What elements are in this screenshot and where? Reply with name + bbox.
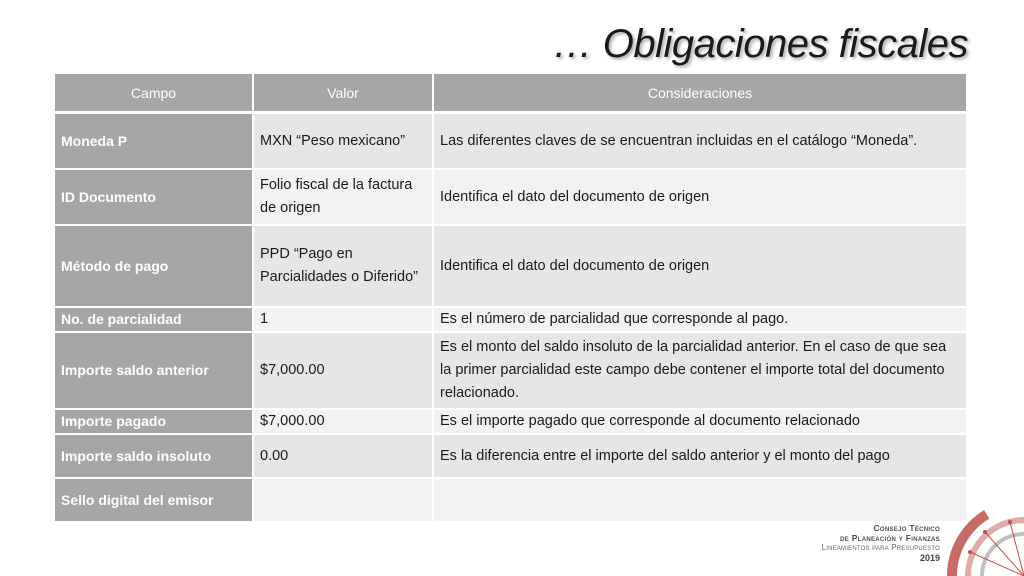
table-row bbox=[55, 479, 968, 523]
logo-line-4: 2019 bbox=[919, 553, 940, 563]
table-row bbox=[55, 170, 968, 226]
cell-valor: Folio fiscal de la factura de origen bbox=[254, 170, 434, 226]
header-campo: Campo bbox=[55, 74, 254, 114]
cell-campo: Moneda P bbox=[55, 114, 254, 170]
logo-line-3: Lineamientos para Presupuesto bbox=[821, 543, 940, 552]
table-row bbox=[55, 226, 968, 308]
logo-line-2: de Planeación y Finanzas bbox=[840, 533, 940, 543]
cell-consideraciones: Es el número de parcialidad que corresponde al pago. bbox=[434, 308, 968, 333]
logo-line-1: Consejo Técnico bbox=[873, 523, 940, 533]
cell-campo: Método de pago bbox=[55, 226, 254, 308]
table-row bbox=[55, 410, 968, 435]
header-consideraciones: Consideraciones bbox=[434, 74, 968, 114]
cell-campo: ID Documento bbox=[55, 170, 254, 226]
cell-consideraciones: Identifica el dato del documento de origen bbox=[434, 226, 968, 308]
cell-campo: Importe saldo insoluto bbox=[55, 435, 254, 479]
cell-consideraciones: Las diferentes claves de se encuentran incluidas en el catálogo “Moneda”. bbox=[434, 114, 968, 170]
cell-consideraciones: Identifica el dato del documento de origen bbox=[434, 170, 968, 226]
cell-valor bbox=[254, 479, 434, 523]
table-row bbox=[55, 114, 968, 170]
cell-valor: $7,000.00 bbox=[254, 410, 434, 435]
table-header-row bbox=[55, 74, 968, 114]
cell-consideraciones bbox=[434, 479, 968, 523]
cell-valor: PPD “Pago en Parcialidades o Diferido” bbox=[254, 226, 434, 308]
table-row bbox=[55, 435, 968, 479]
obligations-table bbox=[55, 74, 968, 523]
table-row bbox=[55, 308, 968, 333]
cell-valor: $7,000.00 bbox=[254, 333, 434, 410]
cell-campo: No. de parcialidad bbox=[55, 308, 254, 333]
table-row bbox=[55, 333, 968, 410]
cell-consideraciones: Es el monto del saldo insoluto de la parcialidad anterior. En el caso de que sea la primer parcialidad este campo debe contener el importe total del documento relacionado. bbox=[434, 333, 968, 410]
cell-valor: MXN “Peso mexicano” bbox=[254, 114, 434, 170]
cell-consideraciones: Es el importe pagado que corresponde al documento relacionado bbox=[434, 410, 968, 435]
organization-logo-text bbox=[800, 523, 940, 564]
cell-valor: 1 bbox=[254, 308, 434, 333]
cell-campo: Sello digital del emisor bbox=[55, 479, 254, 523]
cell-campo: Importe pagado bbox=[55, 410, 254, 435]
header-valor: Valor bbox=[254, 74, 434, 114]
cell-consideraciones: Es la diferencia entre el importe del saldo anterior y el monto del pago bbox=[434, 435, 968, 479]
cell-campo: Importe saldo anterior bbox=[55, 333, 254, 410]
organization-logo-mark-icon bbox=[940, 492, 1024, 576]
cell-valor: 0.00 bbox=[254, 435, 434, 479]
slide-title: … Obligaciones fiscales bbox=[552, 22, 968, 66]
